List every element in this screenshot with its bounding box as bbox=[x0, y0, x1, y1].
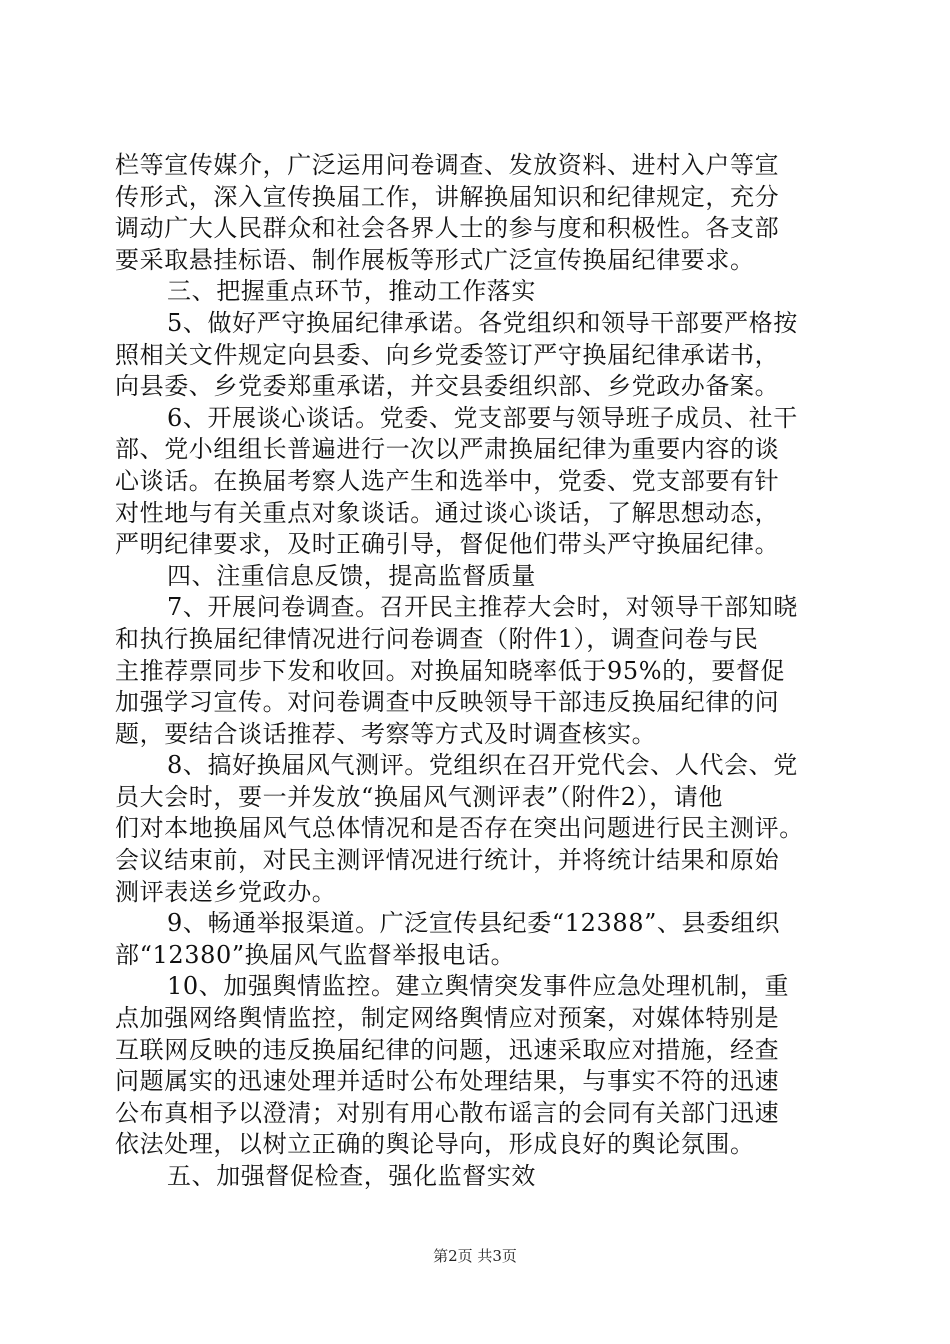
text-line: 公布真相予以澄清；对别有用心散布谣言的会同有关部门迅速 bbox=[115, 1098, 780, 1127]
paragraph-start-line: 7、开展问卷调查。召开民主推荐大会时，对领导干部知晓 bbox=[167, 593, 798, 622]
paragraph-start-line: 10、加强舆情监控。建立舆情突发事件应急处理机制，重 bbox=[167, 972, 790, 1001]
text-line: 对性地与有关重点对象谈话。通过谈心谈话，了解思想动态， bbox=[115, 498, 780, 527]
text-line: 部“12380”换届风气监督举报电话。 bbox=[115, 940, 516, 969]
page-number-label: 第2页 共3页 bbox=[433, 1247, 517, 1265]
paragraph-start-line: 6、开展谈心谈话。党委、党支部要与领导班子成员、社干 bbox=[167, 403, 798, 432]
text-line: 传形式，深入宣传换届工作，讲解换届知识和纪律规定，充分 bbox=[115, 182, 780, 211]
text-line: 栏等宣传媒介，广泛运用问卷调查、发放资料、进村入户等宣 bbox=[115, 151, 780, 179]
text-line: 加强学习宣传。对问卷调查中反映领导干部违反换届纪律的问 bbox=[115, 688, 780, 717]
text-line: 向县委、乡党委郑重承诺，并交县委组织部、乡党政办备案。 bbox=[115, 372, 780, 401]
text-line: 依法处理，以树立正确的舆论导向，形成良好的舆论氛围。 bbox=[115, 1130, 755, 1159]
text-line: 题，要结合谈话推荐、考察等方式及时调查核实。 bbox=[115, 719, 657, 748]
text-line: 会议结束前，对民主测评情况进行统计，并将统计结果和原始 bbox=[115, 846, 780, 875]
document-body bbox=[115, 150, 835, 1193]
text-line: 们对本地换届风气总体情况和是否存在突出问题进行民主测评。 bbox=[115, 814, 804, 843]
text-line: 调动广大人民群众和社会各界人士的参与度和积极性。各支部 bbox=[115, 214, 780, 243]
paragraph-start-line: 三、把握重点环节，推动工作落实 bbox=[167, 277, 536, 306]
paragraph-start-line: 9、畅通举报渠道。广泛宣传县纪委“12388”、县委组织 bbox=[167, 909, 780, 938]
text-line: 心谈话。在换届考察人选产生和选举中，党委、党支部要有针 bbox=[115, 466, 780, 495]
paragraph-start-line: 8、搞好换届风气测评。党组织在召开党代会、人代会、党 bbox=[167, 751, 798, 780]
text-line: 员大会时，要一并发放“换届风气测评表”（附件2），请他 bbox=[115, 782, 724, 811]
text-line: 主推荐票同步下发和收回。对换届知晓率低于95%的，要督促 bbox=[115, 656, 786, 685]
text-line: 互联网反映的违反换届纪律的问题，迅速采取应对措施，经查 bbox=[115, 1035, 780, 1064]
text-line: 和执行换届纪律情况进行问卷调查（附件1），调查问卷与民 bbox=[115, 624, 759, 653]
text-line: 要采取悬挂标语、制作展板等形式广泛宣传换届纪律要求。 bbox=[115, 245, 755, 274]
text-line: 点加强网络舆情监控，制定网络舆情应对预案，对媒体特别是 bbox=[115, 1004, 780, 1033]
text-line: 严明纪律要求，及时正确引导，督促他们带头严守换届纪律。 bbox=[115, 530, 780, 559]
paragraph-start-line: 五、加强督促检查，强化监督实效 bbox=[167, 1162, 536, 1190]
text-line: 部、党小组组长普遍进行一次以严肃换届纪律为重要内容的谈 bbox=[115, 435, 780, 464]
paragraph-start-line: 5、做好严守换届纪律承诺。各党组织和领导干部要严格按 bbox=[167, 308, 798, 337]
paragraph-start-line: 四、注重信息反馈，提高监督质量 bbox=[167, 561, 536, 590]
text-line: 照相关文件规定向县委、向乡党委签订严守换届纪律承诺书， bbox=[115, 340, 780, 369]
text-line: 测评表送乡党政办。 bbox=[115, 877, 337, 906]
page-footer bbox=[0, 1245, 950, 1266]
text-line: 问题属实的迅速处理并适时公布处理结果，与事实不符的迅速 bbox=[115, 1067, 780, 1096]
